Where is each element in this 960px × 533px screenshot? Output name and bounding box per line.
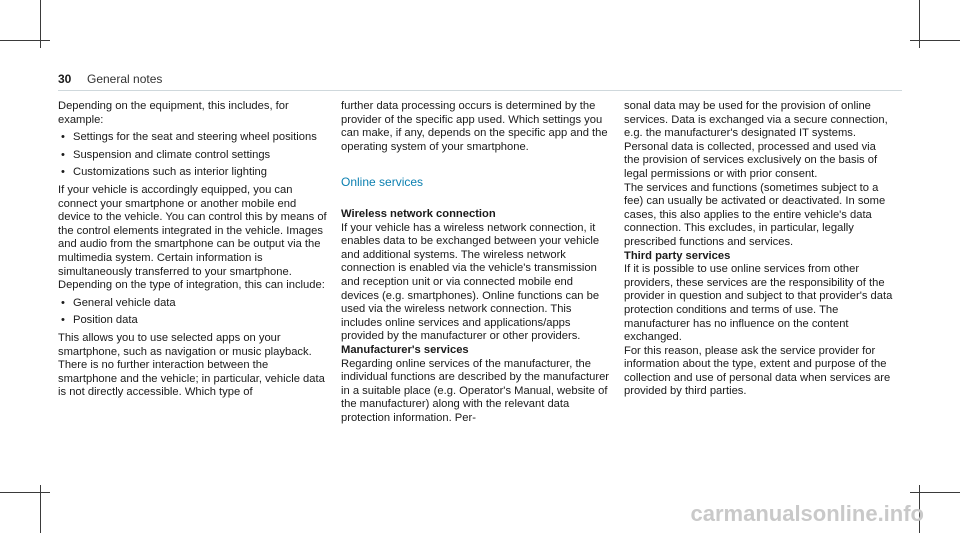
paragraph: If your vehicle is accordingly equipped, you can connect your smartphone or another mobile end device to the vehicle. You can control this by means of the control elements integrated in the vehicle. Images and audio from the smartphone can be output via the multimedia system. Certain information is simultaneously transferred to your smartphone. xyxy=(58,183,327,278)
crop-mark xyxy=(910,40,960,41)
crop-mark xyxy=(910,492,960,493)
subsection-title: Third party services xyxy=(624,249,731,262)
paragraph: If your vehicle has a wireless network connection, it enables data to be exchanged between your vehicle and additional systems. The wireless network connection is enabled via the vehicle's transmission and reception unit or via connected mobile end devices (e.g. smartphones). Online functions can be used via the wireless network connection. This includes online services and applications/apps provided by the manufacturer or other providers. xyxy=(341,221,600,343)
list-item: • General vehicle data xyxy=(58,297,328,311)
section-title: Online services xyxy=(341,175,424,190)
paragraph: This allows you to use selected apps on your smartphone, such as navigation or music playback. There is no further interaction between the smartphone and the vehicle; in particular, vehicle data is not directly accessible. Which type of xyxy=(58,331,325,399)
paragraph: Depending on the equipment, this includes, for example: xyxy=(58,100,289,126)
list-item: • Suspension and climate control settings xyxy=(58,149,328,163)
paragraph: sonal data may be used for the provision of online services. Data is exchanged via a secure connection, e.g. the manufacturer's designated IT systems. Personal data is collected, processed and used via the provision of services exclusively on the basis of legal permissions or with prior consent. xyxy=(624,100,888,180)
column-2 xyxy=(341,100,611,425)
paragraph: further data processing occurs is determined by the provider of the specific app used. Which settings you can make, if any, depends on the specific app and the operating system of your smartphone. xyxy=(341,100,608,153)
list-item: • Customizations such as interior lighting xyxy=(58,166,328,180)
paragraph: If it is possible to use online services from other providers, these services are the responsibility of the provider in question and subject to that provider's data protection conditions and terms of use. The manufacturer has no influence on the content exchanged. xyxy=(624,263,893,344)
column-1 xyxy=(58,100,328,400)
paragraph: Regarding online services of the manufacturer, the individual functions are described by the manufacturer in a suitable place (e.g. Operator's Manual, website of the manufacturer) along with the relevant data protection information. Per- xyxy=(341,357,610,424)
page-number: 30 xyxy=(58,72,72,86)
list-item: • Settings for the seat and steering wheel positions xyxy=(58,131,328,145)
crop-mark xyxy=(0,40,50,41)
crop-mark xyxy=(0,492,50,493)
list-item: • Position data xyxy=(58,314,328,328)
header-title: General notes xyxy=(87,72,163,86)
subsection-title: Wireless network connection xyxy=(341,207,496,220)
column-3 xyxy=(624,100,894,399)
paragraph: The services and functions (sometimes subject to a fee) can usually be activated or deactivated. In some cases, this also applies to the entire vehicle's data connection. This excludes, in particular, legally prescribed functions and services. xyxy=(624,181,886,248)
header-rule xyxy=(58,90,902,91)
paragraph: For this reason, please ask the service provider for information about the type, extent and purpose of the collection and use of personal data when services are provided by third parties. xyxy=(624,344,891,398)
watermark: carmanualsonline.info xyxy=(690,501,924,526)
paragraph: Depending on the type of integration, this can include: xyxy=(58,279,325,292)
subsection-title: Manufacturer's services xyxy=(341,343,469,356)
